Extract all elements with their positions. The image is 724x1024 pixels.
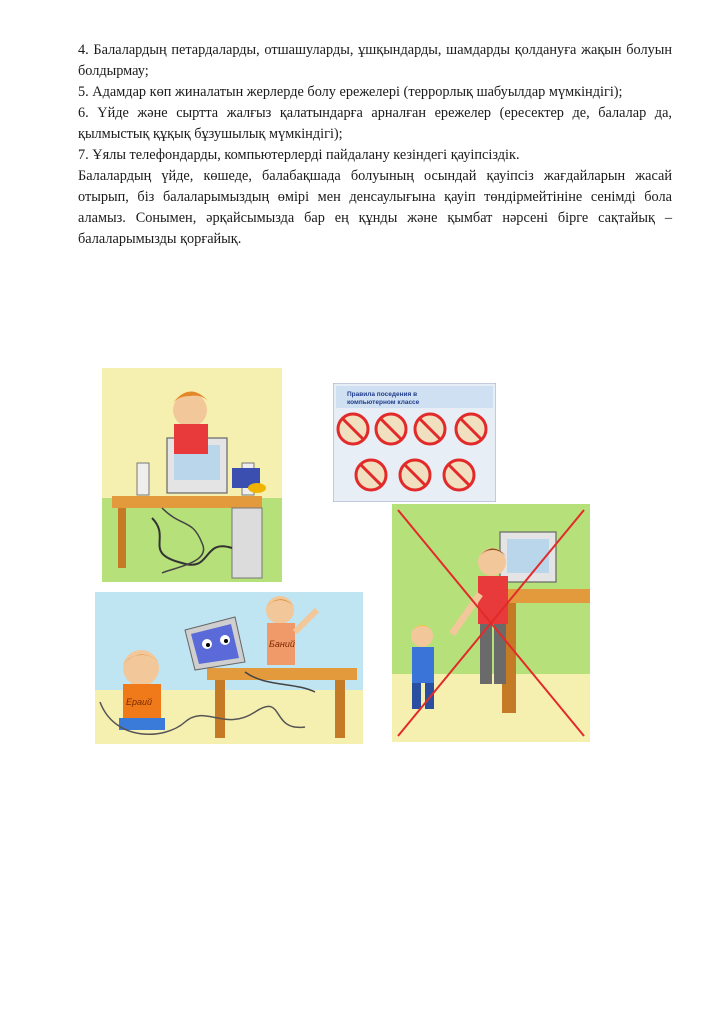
man-shirt-text: Баний: [269, 639, 295, 649]
article-text: [78, 40, 672, 250]
prohibited-icon: [376, 414, 406, 444]
conclusion-paragraph: Балалардың үйде, көшеде, балабақшада болуының осындай қауіпсіз жағдайларын жасай отырып, біз балаларымыздың өмірі мен денсаулығына қауіп төндірмейтініне сенімді бола аламыз. Сонымен, әрқайсымызда бар ең құнды және қымбат нәрсені бірге сақтайық – балаларымызды қорғайық.: [78, 168, 672, 247]
poster-title-line2: компьютерном классе: [347, 399, 420, 406]
prohibited-icon: [456, 414, 486, 444]
boy-shirt-text: Ераий: [126, 697, 153, 707]
illustration-kids-at-computer: [95, 592, 363, 744]
list-item-5: 5. Адамдар көп жиналатын жерлерде болу ережелері (террорлық шабуылдар мүмкіндігі);: [78, 84, 623, 100]
list-item-4: 4. Балалардың петардаларды, отшашуларды, ұшқындарды, шамдарды қолдануға жақын болуын болдырмау;: [78, 42, 672, 79]
illustration-prohibited-pushing: [392, 504, 590, 742]
list-item-6: 6. Үйде және сыртта жалғыз қалатындарға арналған ережелер (ересектер де, балалар да, қылмыстық құқық бұзушылық мүмкіндігі);: [78, 105, 672, 142]
illustration-rules-poster: [333, 383, 496, 502]
illustration-boy-with-cables: [102, 368, 282, 582]
prohibited-icon: [400, 460, 430, 490]
prohibited-icon: [444, 460, 474, 490]
prohibited-icon: [356, 460, 386, 490]
prohibited-icon: [338, 414, 368, 444]
list-item-7: 7. Ұялы телефондарды, компьютерлерді пайдалану кезіндегі қауіпсіздік.: [78, 147, 520, 163]
prohibited-icon: [415, 414, 445, 444]
poster-title-line1: Правила поседения в: [347, 391, 418, 398]
